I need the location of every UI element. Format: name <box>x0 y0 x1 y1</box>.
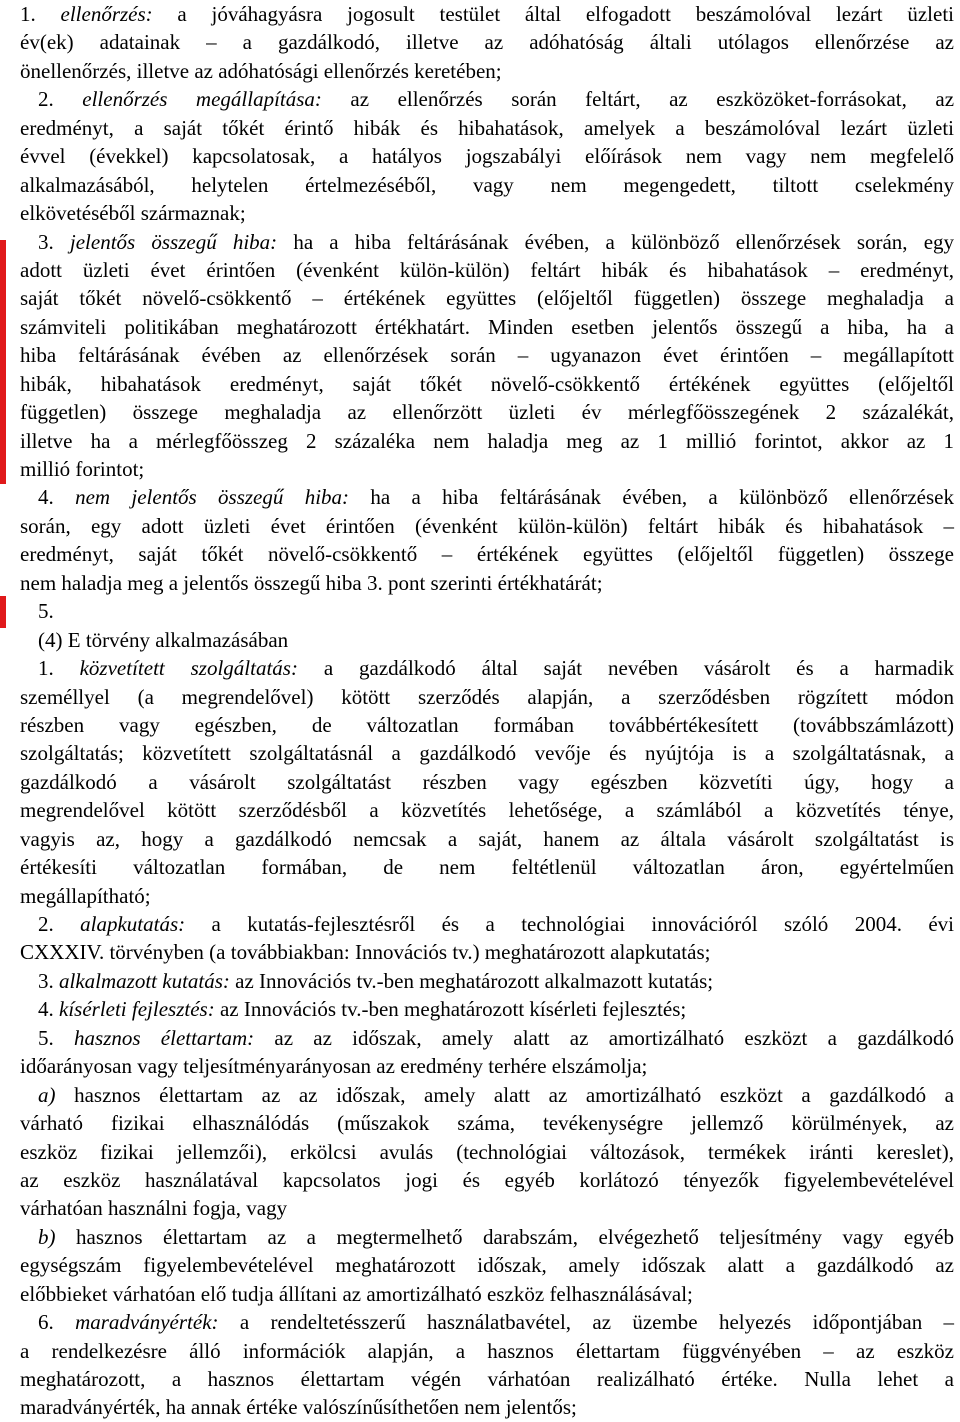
text-line <box>20 597 954 625</box>
defined-term: jelentős összegű hiba: <box>69 229 278 254</box>
paragraph-heading-4 <box>20 626 954 654</box>
defined-term: alkalmazott kutatás: <box>59 968 230 993</box>
line-text: az eszköz használatával kapcsolatos jogi és egyéb korlátozó tényezők figyelembevételével <box>20 1167 954 1192</box>
item-number: 1. <box>20 2 61 26</box>
line-text: év(ek) adatainak – a gazdálkodó, illetve az adóhatóság általi utólagos ellenőrzése az <box>20 30 954 55</box>
paragraph-def-kiserleti-fejlesztes <box>20 995 954 1023</box>
line-text: számviteli politikában meghatározott értékhatárt. Minden esetben jelentős összegű a hiba, ha a <box>20 314 954 339</box>
item-number: 2. <box>38 912 81 936</box>
text-line <box>20 825 954 853</box>
line-text: a kutatás-fejlesztésről és a technológiai innovációról szóló 2004. évi <box>185 912 955 936</box>
text-line <box>20 313 954 341</box>
change-marker <box>0 240 6 484</box>
item-number: 3. <box>38 968 59 993</box>
defined-term: hasznos élettartam: <box>74 1025 255 1050</box>
paragraph-def-ellenorzes <box>20 0 954 85</box>
text-line <box>20 1024 954 1052</box>
text-line <box>20 882 954 910</box>
text-line <box>20 0 954 28</box>
paragraph-def-jelentos-osszegu-hiba <box>20 228 954 484</box>
line-text: millió forintot; <box>20 457 145 481</box>
line-text: a rendeltetésszerű használatbavétel, az üzembe helyezés időpontjában – <box>218 1310 955 1335</box>
defined-term: ellenőrzés: <box>60 2 153 26</box>
text-line <box>20 1308 954 1336</box>
text-line <box>20 1337 954 1365</box>
line-text: megállapítható; <box>20 883 151 908</box>
item-number: 2. <box>38 87 83 112</box>
text-line <box>20 853 954 881</box>
line-text: szolgáltatás; közvetített szolgáltatásnál a gazdálkodó vevője és nyújtója is a szolgáltatásnak, a <box>20 741 954 766</box>
line-text: hibák, hibahatások eredményt, saját tőkét növelő-csökkentő értékének együttes (előjeltől <box>20 371 954 396</box>
line-text: várhatóan használni fogja, vagy <box>20 1196 288 1221</box>
text-line <box>20 910 954 938</box>
line-text: eszköz fizikai jellemzői), erkölcsi avulás (technológiai változások, termékek iránti kereslet), <box>20 1139 954 1164</box>
line-text: illetve ha a mérlegfőösszeg 2 százaléka nem haladja meg az 1 millió forintot, akkor az 1 <box>20 428 954 453</box>
defined-term: alapkutatás: <box>80 912 186 936</box>
text-line <box>20 85 954 113</box>
item-number: (4) E törvény alkalmazásában <box>38 627 289 652</box>
text-line <box>20 683 954 711</box>
text-line <box>20 171 954 199</box>
item-number: 5. <box>38 1025 75 1050</box>
text-line <box>20 28 954 56</box>
item-number: 5. <box>38 599 54 624</box>
text-line <box>20 1194 954 1222</box>
line-text: értékesíti változatlan formában, de nem feltétlenül változatlan áron, egyértelműen <box>20 855 954 880</box>
text-line <box>20 569 954 597</box>
line-text: előbbieket várhatóan elő tudja állítani az amortizálható eszköz felhasználásával; <box>20 1281 693 1306</box>
text-line <box>20 512 954 540</box>
line-text: adott üzleti évet érintően (évenként külön-külön) feltárt hibák és hibahatások – eredményt, <box>20 257 954 282</box>
text-line <box>20 483 954 511</box>
item-number: 3. <box>38 229 70 254</box>
line-text: hasznos élettartam az a megtermelhető darabszám, elvégezhető teljesítmény vagy egyéb <box>55 1224 954 1249</box>
paragraph-def-ellenorzes-megallapitasa <box>20 85 954 227</box>
line-text: az Innovációs tv.-ben meghatározott alkalmazott kutatás; <box>229 968 714 993</box>
text-line <box>20 57 954 85</box>
line-text: eredményt, saját tőkét növelő-csökkentő – értékének együttes (előjeltől független) összege <box>20 542 954 567</box>
defined-term: nem jelentős összegű hiba: <box>75 485 350 510</box>
paragraph-def-alkalmazott-kutatas <box>20 967 954 995</box>
line-text: a rendelkezésre álló információk alapján, a hasznos élettartam függvényében – az eszköz <box>20 1338 954 1363</box>
text-line <box>20 967 954 995</box>
line-text: saját tőkét növelő-csökkentő – értékének együttes (előjeltől független) összege meghaladja a <box>20 286 954 311</box>
text-line <box>20 654 954 682</box>
line-text: maradványérték, ha annak értéke valószínűsíthetően nem jelentős; <box>20 1395 577 1420</box>
text-line <box>20 1223 954 1251</box>
text-line <box>20 1280 954 1308</box>
item-number: 1. <box>38 656 80 681</box>
line-text: ha a hiba feltárásának évében, a különböző ellenőrzések <box>349 485 954 510</box>
paragraph-item-5-empty <box>20 597 954 625</box>
line-text: egységszám figyelembevételével meghatározott időszak, amely időszak alatt a gazdálkodó az <box>20 1253 954 1278</box>
line-text: hiba feltárásának évében az ellenőrzések során – ugyanazon évet érintően – megállapított <box>20 343 954 368</box>
defined-term: ellenőrzés megállapítása: <box>82 87 322 112</box>
text-line <box>20 114 954 142</box>
text-line <box>20 995 954 1023</box>
text-line <box>20 540 954 568</box>
text-line <box>20 1081 954 1109</box>
line-text: a jóváhagyásra jogosult testület által elfogadott beszámolóval lezárt üzleti <box>152 2 954 26</box>
text-line <box>20 455 954 483</box>
line-text: elkövetéséből származnak; <box>20 201 246 226</box>
line-text: az ellenőrzés során feltárt, az eszközöket-forrásokat, az <box>321 87 955 112</box>
text-line <box>20 1251 954 1279</box>
text-line <box>20 142 954 170</box>
text-line <box>20 711 954 739</box>
paragraph-def-hasznos-elettartam-a <box>20 1081 954 1223</box>
item-number: 4. <box>38 485 76 510</box>
text-line <box>20 284 954 312</box>
text-line <box>20 1166 954 1194</box>
defined-term: maradványérték: <box>75 1310 219 1335</box>
text-line <box>20 626 954 654</box>
line-text: önellenőrzés, illetve az adóhatósági ellenőrzés keretében; <box>20 58 502 83</box>
line-text: hasznos élettartam az az időszak, amely alatt az amortizálható eszközt a gazdálkodó a <box>55 1082 954 1107</box>
defined-term: a) <box>38 1082 56 1107</box>
text-line <box>20 370 954 398</box>
defined-term: b) <box>38 1224 56 1249</box>
item-number: 4. <box>38 997 59 1022</box>
paragraph-def-maradvanyertek <box>20 1308 954 1422</box>
line-text: megrendelővel kötött szerződésből a közvetítés lehetősége, a számlából a közvetítés ténye, <box>20 798 954 823</box>
defined-term: közvetített szolgáltatás: <box>79 656 298 681</box>
line-text: részben vagy egészben, de változatlan formában továbbértékesített (továbbszámlázott) <box>20 712 954 737</box>
line-text: alkalmazásából, helytelen értelmezéséből, vagy nem megengedett, tiltott cselekmény <box>20 172 954 197</box>
line-text: vagyis az, hogy a gazdálkodó nemcsak a saját, hanem az általa vásárolt szolgáltatást is <box>20 826 954 851</box>
line-text: ha a hiba feltárásának évében, a különböző ellenőrzések során, egy <box>277 229 955 254</box>
paragraph-def-hasznos-elettartam-b <box>20 1223 954 1308</box>
text-line <box>20 739 954 767</box>
text-line <box>20 1138 954 1166</box>
line-text: évvel (évekkel) kapcsolatosak, a hatályos jogszabályi előírások nem vagy nem megfelelő <box>20 144 954 169</box>
text-line <box>20 1365 954 1393</box>
line-text: CXXXIV. törvényben (a továbbiakban: Innovációs tv.) meghatározott alapkutatás; <box>20 940 711 965</box>
paragraph-def-nem-jelentos-osszegu-hiba <box>20 483 954 597</box>
item-number: 6. <box>38 1310 76 1335</box>
line-text: gazdálkodó a vásárolt szolgáltatást részben vagy egészben közvetíti úgy, hogy a <box>20 769 954 794</box>
text-line <box>20 199 954 227</box>
line-text: eredményt, a saját tőkét érintő hibák és hibahatások, amelyek a beszámolóval lezárt üzleti <box>20 115 954 140</box>
paragraph-def-alapkutatas <box>20 910 954 967</box>
text-line <box>20 768 954 796</box>
text-line <box>20 427 954 455</box>
text-line <box>20 1109 954 1137</box>
text-line <box>20 796 954 824</box>
text-line <box>20 256 954 284</box>
text-line <box>20 398 954 426</box>
paragraph-def-hasznos-elettartam <box>20 1024 954 1081</box>
document-body <box>20 0 954 1422</box>
line-text: az Innovációs tv.-ben meghatározott kísérleti fejlesztés; <box>214 997 687 1022</box>
line-text: során, egy adott üzleti évet érintően (évenként külön-külön) feltárt hibák és hibahatások – <box>20 513 954 538</box>
paragraph-def-kozvetitett-szolgaltatas <box>20 654 954 910</box>
line-text: nem haladja meg a jelentős összegű hiba 3. pont szerinti értékhatárát; <box>20 570 603 595</box>
defined-term: kísérleti fejlesztés: <box>59 997 215 1022</box>
line-text: időarányosan vagy teljesítményarányosan az eredmény terhére elszámolja; <box>20 1054 648 1079</box>
line-text: független) összege meghaladja az ellenőrzött üzleti év mérlegfőösszegének 2 százalékát, <box>20 400 954 425</box>
text-line <box>20 1052 954 1080</box>
line-text: személlyel (a megrendelővel) kötött szerződés alapján, a szerződésben rögzített módon <box>20 684 954 709</box>
text-line <box>20 341 954 369</box>
text-line <box>20 938 954 966</box>
text-line <box>20 228 954 256</box>
line-text: az az időszak, amely alatt az amortizálható eszközt a gazdálkodó <box>254 1025 955 1050</box>
line-text: meghatározott, a hasznos élettartam végén várhatóan realizálható értéke. Nulla lehet a <box>20 1367 954 1391</box>
line-text: a gazdálkodó által saját nevében vásárolt és a harmadik <box>297 656 954 681</box>
text-line <box>20 1393 954 1421</box>
change-marker <box>0 596 6 628</box>
line-text: várható fizikai elhasználódás (műszakok száma, tevékenységre jellemző körülmények, az <box>20 1111 954 1136</box>
